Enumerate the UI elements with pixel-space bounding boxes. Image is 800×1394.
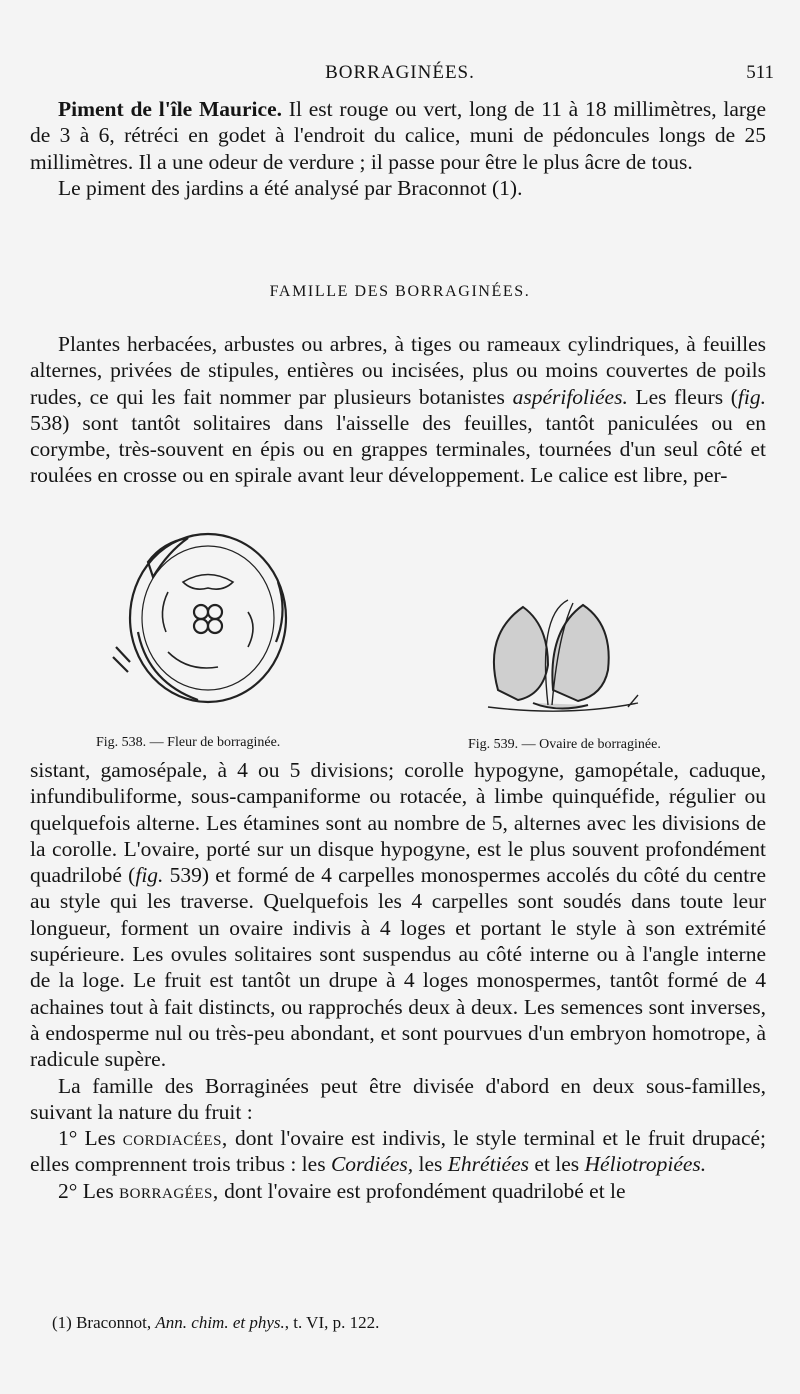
italic-run: Cordiées, xyxy=(330,1152,414,1177)
text-run: sistant, gamosépale, à 4 ou 5 divisions; corolle hypogyne, gamopétale, caduque, infundibuliforme, sous-campaniforme ou rotacée, à limbe quinquéfide, régulier ou quelquefois alterne. Les étamines sont au nombre de 5, alternes avec les divisions de la corolle. L'ovaire, porté sur un disque hypogyne, est le plus souvent profondément quadrilobé ( xyxy=(30,758,766,888)
paragraph-subfamilies: La famille des Borraginées peut être divisée d'abord en deux sous-familles, suivant la nature du fruit : xyxy=(30,1073,766,1124)
section-title: FAMILLE DES BORRAGINÉES. xyxy=(269,283,531,300)
paragraph-lead: Piment de l'île Maurice. xyxy=(58,97,282,121)
text-run: 2° Les xyxy=(58,1178,120,1203)
italic-run: fig. xyxy=(135,863,164,888)
text-run: 1° Les xyxy=(58,1126,123,1151)
italic-run: Ehrétiées xyxy=(447,1152,529,1177)
text-run: Plantes herbacées, arbustes ou arbres, à tiges ou rameaux cylindriques, à feuilles alternes, privées de stipules, entières ou incisées, plus ou moins couvertes de poils rudes, ce qui les fait nommer par plusieurs botanistes xyxy=(30,332,766,409)
paragraph-description-continued xyxy=(30,757,766,1073)
text-block-middle xyxy=(30,331,766,489)
footnote-reference: , t. VI, p. 122. xyxy=(284,1313,380,1332)
paragraph-cordiacees xyxy=(30,1125,766,1178)
text-run: 539) et formé de 4 carpelles monospermes accolés du côté du centre au style qui les traverse. Quelquefois les 4 carpelles sont soudés dans toute leur longueur, forment un ovaire indivis à 4 loges et portant le style à son extrémité supérieure. Les ovules solitaires sont suspendus au côté interne ou à l'angle interne de la loge. Le fruit est tantôt un drupe à 4 loges monospermes, tantôt formé de 4 achaines tout à fait distincts, ou rapprochés deux à deux. Les semences sont inverses, à endosperme nul ou très-peu abondant, et sont pourvues d'un embryon homotrope, à radicule supère. xyxy=(30,863,766,1072)
paragraph-borragees xyxy=(30,1178,766,1204)
figure-539-caption: Fig. 539. — Ovaire de borraginée. xyxy=(468,737,661,752)
italic-run: Héliotropiées. xyxy=(584,1152,707,1177)
footnote-journal: Ann. chim. et phys. xyxy=(155,1313,285,1332)
figure-538-flower-drawing xyxy=(108,522,298,722)
paragraph-braconnot: Le piment des jardins a été analysé par Braconnot (1). xyxy=(58,175,523,200)
paragraph-description xyxy=(30,331,766,489)
page-header xyxy=(0,58,800,88)
text-run: Les fleurs ( xyxy=(627,384,738,409)
text-run: et les xyxy=(529,1152,585,1177)
text-run: les xyxy=(413,1152,448,1177)
footnote-marker: (1) Braconnot, xyxy=(52,1313,156,1332)
text-block-top xyxy=(30,96,766,201)
italic-run: fig. xyxy=(737,384,766,409)
paragraph-piment-maurice xyxy=(30,96,766,175)
small-caps-run: cordiacées, xyxy=(122,1126,228,1151)
page-number: 511 xyxy=(746,62,774,83)
figure-539-ovary-drawing xyxy=(478,595,658,725)
text-run: dont l'ovaire est indivis, le style terminal et le fruit drupacé; elles comprennent trois tribus : les xyxy=(30,1126,767,1177)
small-caps-run: borragées, xyxy=(119,1178,219,1203)
text-block-bottom xyxy=(30,757,766,1204)
footnote xyxy=(52,1313,379,1333)
text-run: 538) sont tantôt solitaires dans l'aisselle des feuilles, tantôt paniculées ou en corymbe, très-souvent en épis ou en grappes terminales, tournées d'un seul côté et roulées en crosse ou en spirale avant leur développement. Le calice est libre, per- xyxy=(30,410,766,488)
figure-538-caption: Fig. 538. — Fleur de borraginée. xyxy=(96,735,281,750)
running-title: BORRAGINÉES. xyxy=(325,62,475,83)
italic-run: aspérifoliées. xyxy=(512,384,628,409)
text-run: dont l'ovaire est profondément quadrilobé et le xyxy=(218,1178,626,1203)
paragraph-text: Il est rouge ou vert, long de 11 à 18 millimètres, large de 3 à 6, rétréci en godet à l'endroit du calice, muni de pédoncules longs de 25 millimètres. Il a une odeur de verdure ; il passe pour être le plus âcre de tous. xyxy=(30,97,766,174)
